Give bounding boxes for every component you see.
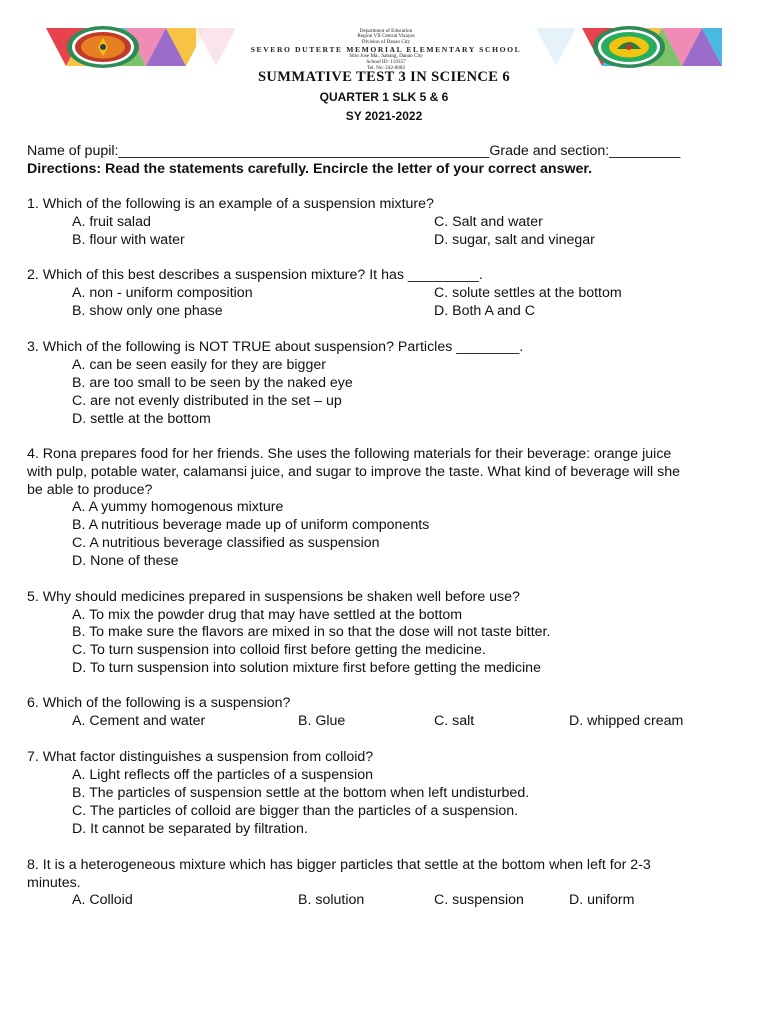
- q1-option-c: C. Salt and water: [434, 214, 543, 230]
- q3-option-c: C. are not evenly distributed in the set – up: [72, 393, 342, 409]
- question-2: 2. Which of this best describes a suspension mixture? It has _________.: [27, 267, 483, 283]
- q2-option-c: C. solute settles at the bottom: [434, 285, 622, 301]
- q1-option-d: D. sugar, salt and vinegar: [434, 232, 595, 248]
- letterhead-line: School ID: 119357: [366, 58, 406, 65]
- school-seal-left-icon: [64, 25, 142, 69]
- q5-option-d: D. To turn suspension into solution mixture first before getting the medicine: [72, 660, 541, 676]
- q6-option-c: C. salt: [434, 713, 475, 729]
- q7-option-a: A. Light reflects off the particles of a suspension: [72, 767, 373, 783]
- question-4-line-1: 4. Rona prepares food for her friends. She uses the following materials for their beverage: orange juice: [27, 446, 672, 462]
- q8-option-a: A. Colloid: [72, 892, 133, 908]
- q5-option-a: A. To mix the powder drug that may have settled at the bottom: [72, 607, 463, 623]
- q1-option-a: A. fruit salad: [72, 214, 151, 230]
- question-4-line-2: with pulp, potable water, calamansi juice, and sugar to improve the taste. What kind of beverage will she: [27, 464, 680, 480]
- q1-option-b: B. flour with water: [72, 232, 185, 248]
- question-3: 3. Which of the following is NOT TRUE about suspension? Particles ________.: [27, 339, 524, 355]
- question-6: 6. Which of the following is a suspension?: [27, 695, 291, 711]
- q4-option-a: A. A yummy homogenous mixture: [72, 499, 284, 515]
- q8-option-d: D. uniform: [569, 892, 635, 908]
- letterhead-line: Tel. No: 242-0082: [366, 64, 406, 71]
- q4-option-d: D. None of these: [72, 553, 179, 569]
- letterhead-line: Department of Education: [359, 27, 413, 34]
- school-seal-right-icon: [590, 25, 668, 69]
- q4-option-b: B. A nutritious beverage made up of uniform components: [72, 517, 430, 533]
- quarter-subtitle: QUARTER 1 SLK 5 & 6: [319, 90, 449, 104]
- q8-option-b: B. solution: [298, 892, 365, 908]
- school-year: SY 2021-2022: [345, 109, 423, 123]
- q5-option-c: C. To turn suspension into colloid first before getting the medicine.: [72, 642, 486, 658]
- question-8-line-1: 8. It is a heterogeneous mixture which has bigger particles that settle at the bottom when left for 2-3: [27, 857, 651, 873]
- q2-option-b: B. show only one phase: [72, 303, 223, 319]
- name-grade-line: Name of pupil:_______________________________________________Grade and section:_________: [27, 143, 681, 159]
- question-5: 5. Why should medicines prepared in suspensions be shaken well before use?: [27, 589, 520, 605]
- directions: Directions: Read the statements carefully. Encircle the letter of your correct answer.: [27, 161, 593, 177]
- q3-option-d: D. settle at the bottom: [72, 411, 211, 427]
- q3-option-b: B. are too small to be seen by the naked eye: [72, 375, 353, 391]
- school-letterhead: [196, 27, 576, 71]
- letterhead-school-name: SEVERO DUTERTE MEMORIAL ELEMENTARY SCHOOL: [250, 44, 522, 54]
- q2-option-a: A. non - uniform composition: [72, 285, 253, 301]
- q6-option-a: A. Cement and water: [72, 713, 206, 729]
- q7-option-c: C. The particles of colloid are bigger than the particles of a suspension.: [72, 803, 519, 819]
- q4-option-c: C. A nutritious beverage classified as suspension: [72, 535, 380, 551]
- question-7: 7. What factor distinguishes a suspension from colloid?: [27, 749, 374, 765]
- question-8-line-2: minutes.: [27, 875, 81, 891]
- question-1: 1. Which of the following is an example of a suspension mixture?: [27, 196, 434, 212]
- q5-option-b: B. To make sure the flavors are mixed in so that the dose will not taste bitter.: [72, 624, 551, 640]
- q3-option-a: A. can be seen easily for they are bigger: [72, 357, 326, 373]
- letterhead-line: Region VII Central Visayas: [357, 33, 415, 40]
- q6-option-d: D. whipped cream: [569, 713, 684, 729]
- test-title: SUMMATIVE TEST 3 IN SCIENCE 6: [257, 69, 511, 85]
- letterhead-line: Division of Danao City: [361, 39, 411, 46]
- letterhead-line: Sitio Jose Ma., Sabang, Danao City: [349, 52, 423, 59]
- q7-option-d: D. It cannot be separated by filtration.: [72, 821, 308, 837]
- q7-option-b: B. The particles of suspension settle at the bottom when left undisturbed.: [72, 785, 530, 801]
- question-4-line-3: be able to produce?: [27, 482, 153, 498]
- q8-option-c: C. suspension: [434, 892, 524, 908]
- q6-option-b: B. Glue: [298, 713, 346, 729]
- q2-option-d: D. Both A and C: [434, 303, 535, 319]
